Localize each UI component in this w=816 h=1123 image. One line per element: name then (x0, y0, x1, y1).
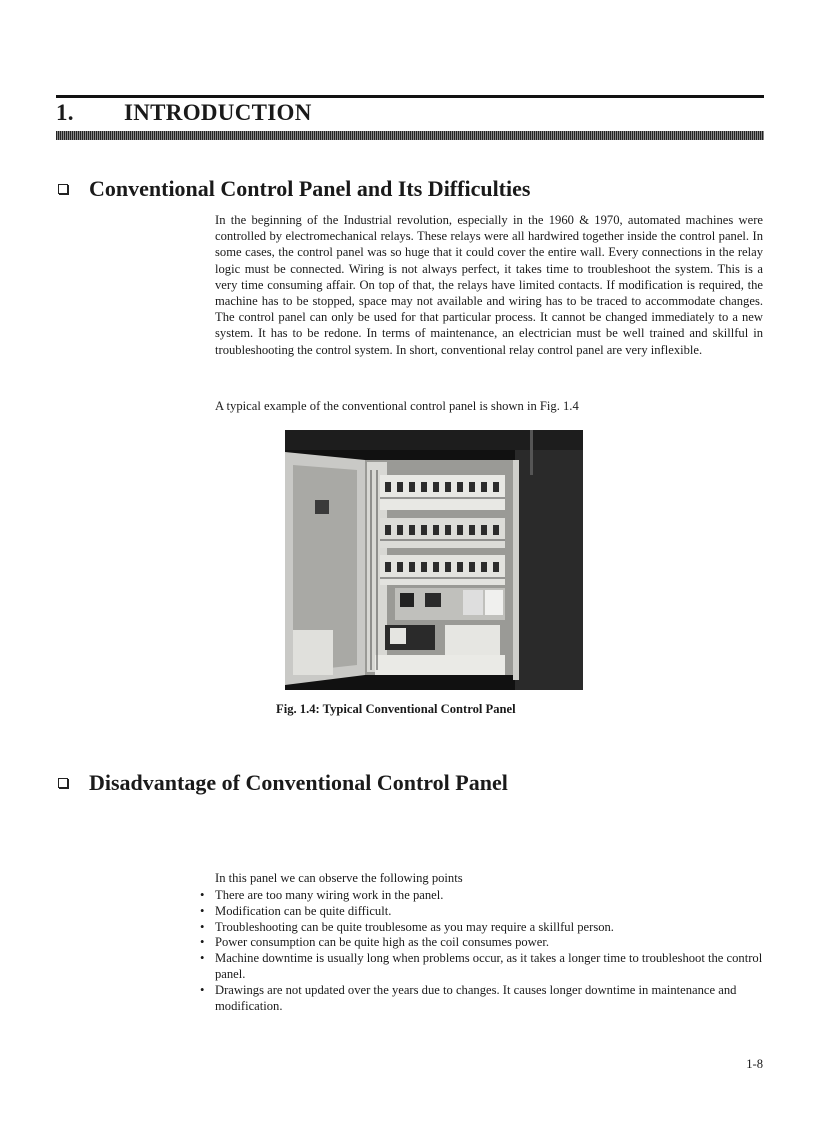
bullet-icon: • (200, 888, 205, 902)
hatched-rule (56, 131, 764, 140)
section-heading-conventional (56, 176, 530, 202)
section-title: Disadvantage of Conventional Control Panel (89, 770, 508, 795)
chapter-title: INTRODUCTION (124, 100, 312, 125)
chapter-number: 1. (56, 100, 74, 125)
checkbox-bullet-icon (58, 778, 68, 788)
disadvantage-list (200, 888, 770, 1014)
bullet-icon: • (200, 951, 205, 966)
bullet-icon: • (200, 935, 205, 950)
section-title: Conventional Control Panel and Its Difficulties (89, 176, 531, 201)
list-item: • There are too many wiring work in the panel. (200, 888, 444, 902)
list-item: • Troubleshooting can be quite troublesome as you may require a skillful person. (200, 919, 614, 934)
list-intro: In this panel we can observe the following points (215, 871, 463, 885)
figure-caption: Fig. 1.4: Typical Conventional Control Panel (276, 702, 516, 716)
figure-reference: A typical example of the conventional control panel is shown in Fig. 1.4 (215, 399, 579, 413)
list-item: • Drawings are not updated over the years due to changes. It causes longer downtime in maintenance and modification. (200, 982, 737, 1013)
bullet-icon: • (200, 919, 205, 934)
checkbox-bullet-icon (58, 184, 68, 194)
section-heading-disadvantage (56, 770, 508, 796)
bullet-icon: • (200, 903, 205, 918)
chapter-heading (56, 100, 312, 126)
list-item: • Machine downtime is usually long when problems occur, as it takes a longer time to troubleshoot the control panel. (200, 951, 763, 981)
body-paragraph: In the beginning of the Industrial revolution, especially in the 1960 & 1970, automated machines were controlled by electromechanical relays. These relays were all hardwired together inside the control panel. In some cases, the control panel was so huge that it could cover the entire wall. Every connections in the relay logic must be connected. Wiring is not always perfect, it takes time to troubleshoot the system. This is a very time consuming affair. On top of that, the relays have limited contacts. If modification is required, the machine has to be stopped, space may not available and wiring has to be traced to accommodate changes. The control panel can only be used for that particular process. It cannot be changed immediately to a new system. It has to be redone. In terms of maintenance, an electrician must be well trained and skillful in troubleshooting the control system. In short, conventional relay control panel are very inflexible. (215, 213, 763, 357)
page-number: 1-8 (746, 1057, 763, 1071)
bullet-icon: • (200, 982, 205, 997)
list-item: • Power consumption can be quite high as the coil consumes power. (200, 935, 550, 950)
top-rule (56, 95, 764, 98)
control-panel-photo (285, 430, 583, 690)
list-item: • Modification can be quite difficult. (200, 903, 392, 918)
